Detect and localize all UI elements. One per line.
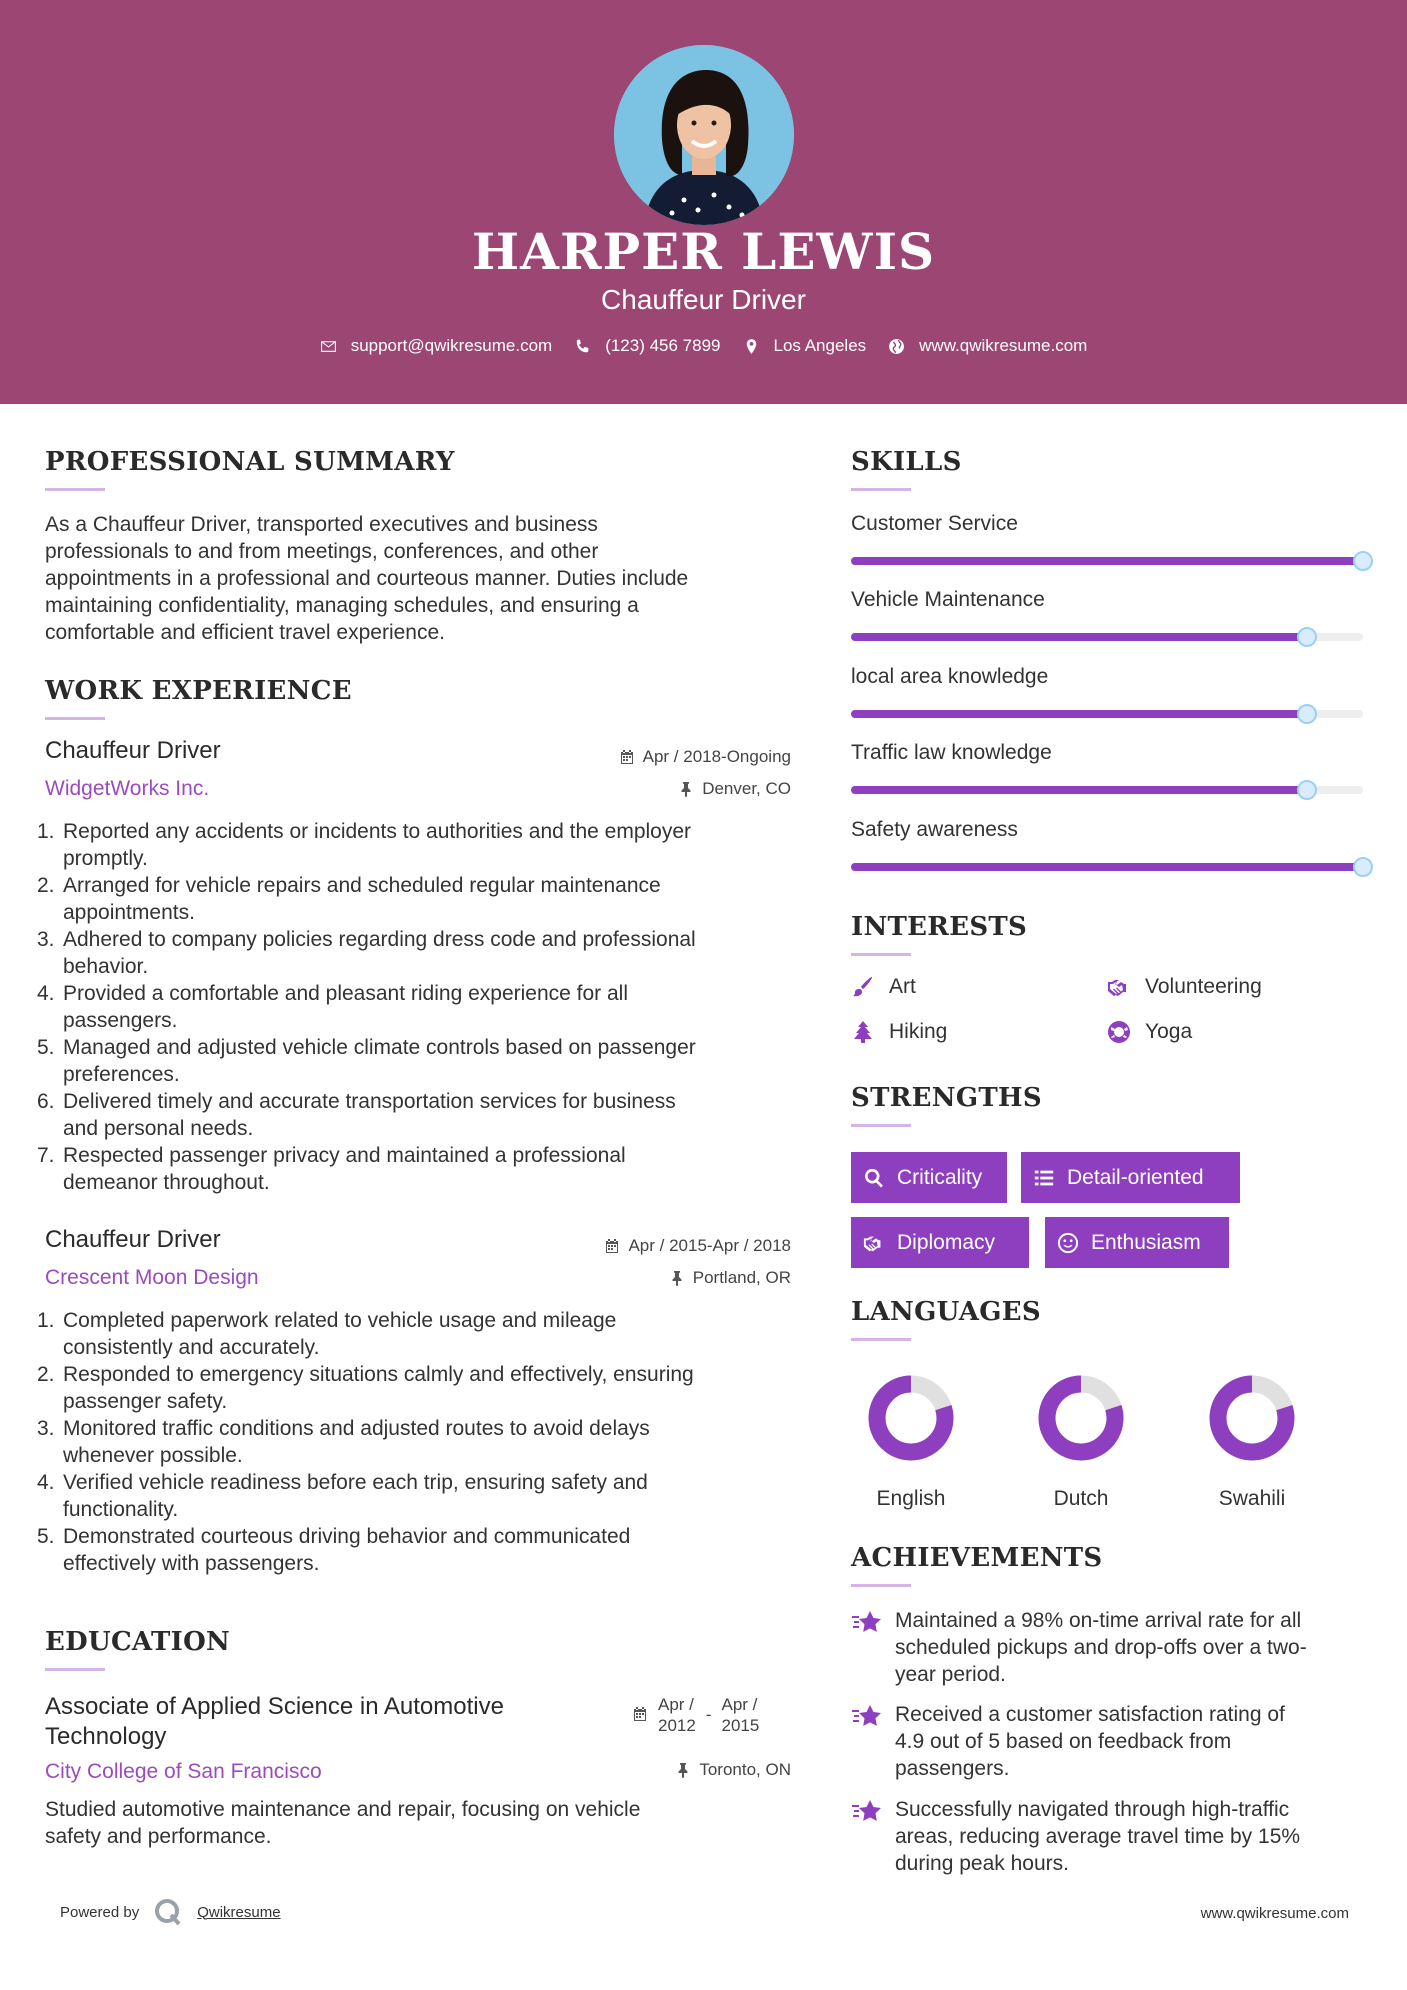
item-line: Respected passenger privacy and maintained a professional — [63, 1144, 626, 1167]
list-item — [37, 1142, 805, 1196]
interest-item — [851, 975, 916, 999]
calendar-icon — [632, 1706, 648, 1722]
achievements-underline — [851, 1584, 911, 1587]
language-donut — [867, 1374, 955, 1462]
item-line: functionality. — [63, 1498, 179, 1521]
item-number: 7. — [37, 1144, 55, 1167]
job-location-text: Denver, CO — [702, 779, 791, 798]
list-item — [37, 872, 805, 926]
interest-item — [1107, 1020, 1192, 1044]
skill-bar — [851, 863, 1363, 871]
skill-label: local area knowledge — [851, 665, 1049, 688]
contact-website[interactable] — [888, 336, 1087, 356]
skill-bar — [851, 557, 1363, 565]
list-icon — [1033, 1167, 1055, 1189]
list-item — [37, 818, 805, 872]
item-line: Completed paperwork related to vehicle usage and mileage — [63, 1309, 617, 1332]
summary-text — [45, 511, 805, 646]
summary-underline — [45, 488, 105, 491]
achievement-text — [895, 1701, 1285, 1782]
strength-chip — [851, 1217, 1029, 1268]
achievement-line: Maintained a 98% on-time arrival rate for all — [895, 1609, 1302, 1632]
language-item — [1192, 1374, 1312, 1511]
skill-bar-knob — [1297, 627, 1317, 647]
item-line: Adhered to company policies regarding dress code and professional — [63, 928, 696, 951]
start-year: 2012 — [658, 1716, 696, 1735]
achievements-heading: ACHIEVEMENTS — [851, 1543, 1103, 1573]
list-item — [37, 1361, 805, 1415]
portrait-image — [614, 45, 794, 225]
job-dates-text: Apr / 2018-Ongoing — [642, 747, 791, 766]
handshake-icon — [863, 1232, 885, 1254]
phone-icon — [574, 338, 591, 355]
skills-underline — [851, 488, 911, 491]
education-location-text: Toronto, ON — [699, 1760, 791, 1779]
job-role: Chauffeur Driver — [45, 1226, 221, 1253]
item-line: passengers. — [63, 1009, 178, 1032]
date-separator: - — [705, 1705, 712, 1724]
item-number: 4. — [37, 982, 55, 1005]
summary-line: maintaining confidentiality, managing schedules, and ensuring a — [45, 594, 639, 617]
item-line: Provided a comfortable and pleasant riding experience for all — [63, 982, 629, 1005]
interest-label: Hiking — [889, 1020, 948, 1043]
languages-underline — [851, 1338, 911, 1341]
description-line: safety and performance. — [45, 1825, 272, 1848]
education-underline — [45, 1668, 105, 1671]
resume-header — [0, 0, 1407, 404]
work-underline — [45, 717, 105, 720]
skill-bar-fill — [851, 786, 1307, 794]
achievement-line: Received a customer satisfaction rating of — [895, 1703, 1285, 1726]
achievement-line: Successfully navigated through high-traffic — [895, 1798, 1290, 1821]
item-number: 6. — [37, 1090, 55, 1113]
language-donut — [1208, 1374, 1296, 1462]
language-item — [1021, 1374, 1141, 1511]
summary-line: appointments in a professional and courteous manner. Duties include — [45, 567, 689, 590]
contact-location — [743, 336, 867, 356]
summary-line: professionals to and from meetings, conferences, and other — [45, 540, 599, 563]
school-name: City College of San Francisco — [45, 1760, 322, 1783]
end-month: Apr / — [721, 1695, 758, 1714]
language-label: English — [876, 1487, 946, 1510]
globe-icon — [888, 338, 905, 355]
item-line: Reported any accidents or incidents to authorities and the employer — [63, 820, 692, 843]
interest-label: Yoga — [1145, 1020, 1193, 1043]
item-number: 1. — [37, 1309, 55, 1332]
item-line: Demonstrated courteous driving behavior and communicated — [63, 1525, 631, 1548]
handshake-icon — [1107, 975, 1131, 999]
skill-bar-fill — [851, 863, 1363, 871]
item-number: 2. — [37, 874, 55, 897]
calendar-icon — [604, 1238, 620, 1254]
list-item — [37, 1034, 805, 1088]
contact-email[interactable] — [320, 336, 553, 356]
powered-by-text: Powered by — [60, 1903, 140, 1921]
item-line: Monitored traffic conditions and adjusted routes to avoid delays — [63, 1417, 650, 1440]
star-icon — [851, 1798, 883, 1826]
job-location — [669, 1268, 791, 1288]
item-line: appointments. — [63, 901, 195, 924]
pushpin-icon — [678, 781, 694, 797]
job-dates — [604, 1236, 791, 1256]
website-text: www.qwikresume.com — [919, 336, 1088, 355]
summary-line: comfortable and efficient travel experience. — [45, 621, 446, 644]
skill-bar-knob — [1353, 857, 1373, 877]
education-location — [675, 1760, 791, 1780]
pushpin-icon — [669, 1270, 685, 1286]
search-icon — [863, 1167, 885, 1189]
skill-bar-knob — [1297, 704, 1317, 724]
item-line: Delivered timely and accurate transportation services for business — [63, 1090, 676, 1113]
interests-underline — [851, 953, 911, 956]
location-text: Los Angeles — [773, 336, 867, 355]
paintbrush-icon — [851, 975, 875, 999]
item-number: 3. — [37, 928, 55, 951]
strength-chip — [1045, 1217, 1229, 1268]
item-line: effectively with passengers. — [63, 1552, 320, 1575]
achievement-line: passengers. — [895, 1757, 1010, 1780]
skill-bar — [851, 633, 1363, 641]
item-line: whenever possible. — [63, 1444, 243, 1467]
footer-website[interactable]: www.qwikresume.com — [1200, 1905, 1349, 1922]
achievement-item — [851, 1796, 1371, 1877]
skill-bar-knob — [1297, 780, 1317, 800]
language-donut — [1037, 1374, 1125, 1462]
interest-label: Volunteering — [1145, 975, 1262, 998]
summary-heading: PROFESSIONAL SUMMARY — [45, 447, 455, 477]
strength-chip — [851, 1152, 1007, 1203]
language-label: Swahili — [1218, 1487, 1286, 1510]
pushpin-icon — [675, 1762, 691, 1778]
job-role: Chauffeur Driver — [45, 737, 221, 764]
skill-bar — [851, 710, 1363, 718]
map-pin-icon — [743, 338, 760, 355]
interest-label: Art — [889, 975, 916, 998]
strengths-underline — [851, 1124, 911, 1127]
skill-bar — [851, 786, 1363, 794]
phone-text: (123) 456 7899 — [605, 336, 721, 355]
skill-bar-fill — [851, 710, 1307, 718]
achievement-item — [851, 1701, 1371, 1782]
item-number: 5. — [37, 1036, 55, 1059]
list-item — [37, 1415, 805, 1469]
achievement-item — [851, 1607, 1371, 1688]
contact-phone[interactable] — [574, 336, 720, 356]
job-location-text: Portland, OR — [692, 1268, 791, 1287]
list-item — [37, 980, 805, 1034]
profile-photo — [614, 45, 794, 225]
item-line: consistently and accurately. — [63, 1336, 320, 1359]
item-line: Verified vehicle readiness before each trip, ensuring safety and — [63, 1471, 648, 1494]
item-line: passenger safety. — [63, 1390, 228, 1413]
job-location — [678, 779, 791, 799]
achievement-line: scheduled pickups and drop-offs over a two- — [895, 1636, 1307, 1659]
item-number: 1. — [37, 820, 55, 843]
list-item — [37, 1307, 805, 1361]
brand-link[interactable]: Qwikresume — [197, 1903, 281, 1921]
achievement-line: areas, reducing average travel time by 15% — [895, 1825, 1301, 1848]
list-item — [37, 1469, 805, 1523]
skill-label: Vehicle Maintenance — [851, 588, 1045, 611]
item-number: 3. — [37, 1417, 55, 1440]
degree-line: Technology — [45, 1723, 167, 1750]
description-line: Studied automotive maintenance and repair, focusing on vehicle — [45, 1798, 641, 1821]
achievement-text — [895, 1796, 1300, 1877]
end-year: 2015 — [721, 1716, 760, 1735]
item-line: Arranged for vehicle repairs and scheduled regular maintenance — [63, 874, 661, 897]
job-duties-list — [37, 818, 805, 1196]
interest-item — [1107, 975, 1262, 999]
job-company: WidgetWorks Inc. — [45, 777, 210, 800]
languages-heading: LANGUAGES — [851, 1297, 1041, 1327]
list-item — [37, 1523, 805, 1577]
lifering-icon — [1107, 1020, 1131, 1044]
achievement-line: during peak hours. — [895, 1852, 1069, 1875]
star-icon — [851, 1703, 883, 1731]
list-item — [37, 926, 805, 980]
interests-heading: INTERESTS — [851, 912, 1028, 942]
list-item — [37, 1088, 805, 1142]
item-line: Responded to emergency situations calmly and effectively, ensuring — [63, 1363, 694, 1386]
skill-bar-fill — [851, 557, 1363, 565]
envelope-icon — [320, 338, 337, 355]
skill-bar-fill — [851, 633, 1307, 641]
footer-powered-by — [60, 1897, 281, 1927]
strength-label: Diplomacy — [897, 1230, 996, 1254]
strength-chip — [1021, 1152, 1240, 1203]
strength-label: Criticality — [897, 1165, 983, 1189]
item-line: promptly. — [63, 847, 148, 870]
strengths-heading: STRENGTHS — [851, 1083, 1042, 1113]
skills-heading: SKILLS — [851, 447, 962, 477]
email-text: support@qwikresume.com — [350, 336, 553, 355]
skill-label: Safety awareness — [851, 818, 1018, 841]
education-heading: EDUCATION — [45, 1627, 231, 1657]
language-label: Dutch — [1053, 1487, 1109, 1510]
item-line: demeanor throughout. — [63, 1171, 270, 1194]
degree-line: Associate of Applied Science in Automotive — [45, 1693, 504, 1720]
strength-label: Detail-oriented — [1067, 1165, 1204, 1189]
item-line: behavior. — [63, 955, 149, 978]
education-dates — [632, 1694, 759, 1736]
start-month: Apr / — [658, 1695, 694, 1714]
work-heading: WORK EXPERIENCE — [45, 676, 352, 706]
item-number: 5. — [37, 1525, 55, 1548]
achievement-text — [895, 1607, 1307, 1688]
achievement-line: 4.9 out of 5 based on feedback from — [895, 1730, 1232, 1753]
interest-item — [851, 1020, 947, 1044]
item-line: preferences. — [63, 1063, 180, 1086]
education-end — [722, 1694, 760, 1736]
contact-bar — [0, 336, 1407, 356]
education-description — [45, 1796, 805, 1850]
smile-icon — [1057, 1232, 1079, 1254]
skill-label: Traffic law knowledge — [851, 741, 1052, 764]
candidate-title: Chauffeur Driver — [601, 284, 806, 315]
skill-bar-knob — [1353, 551, 1373, 571]
skill-label: Customer Service — [851, 512, 1018, 535]
job-duties-list — [37, 1307, 805, 1577]
achievement-line: year period. — [895, 1663, 1006, 1686]
education-start — [658, 1694, 696, 1736]
strength-label: Enthusiasm — [1091, 1230, 1201, 1254]
language-item — [851, 1374, 971, 1511]
item-number: 2. — [37, 1363, 55, 1386]
qwikresume-logo-icon — [153, 1897, 183, 1927]
item-number: 4. — [37, 1471, 55, 1494]
degree-title — [45, 1692, 605, 1752]
tree-icon — [851, 1020, 875, 1044]
summary-line: As a Chauffeur Driver, transported executives and business — [45, 513, 598, 536]
item-line: Managed and adjusted vehicle climate controls based on passenger — [63, 1036, 696, 1059]
calendar-icon — [619, 749, 635, 765]
job-dates — [619, 747, 791, 767]
candidate-name: HARPER LEWIS — [471, 222, 936, 281]
job-dates-text: Apr / 2015-Apr / 2018 — [628, 1236, 791, 1255]
star-icon — [851, 1609, 883, 1637]
item-line: and personal needs. — [63, 1117, 254, 1140]
job-company: Crescent Moon Design — [45, 1266, 259, 1289]
